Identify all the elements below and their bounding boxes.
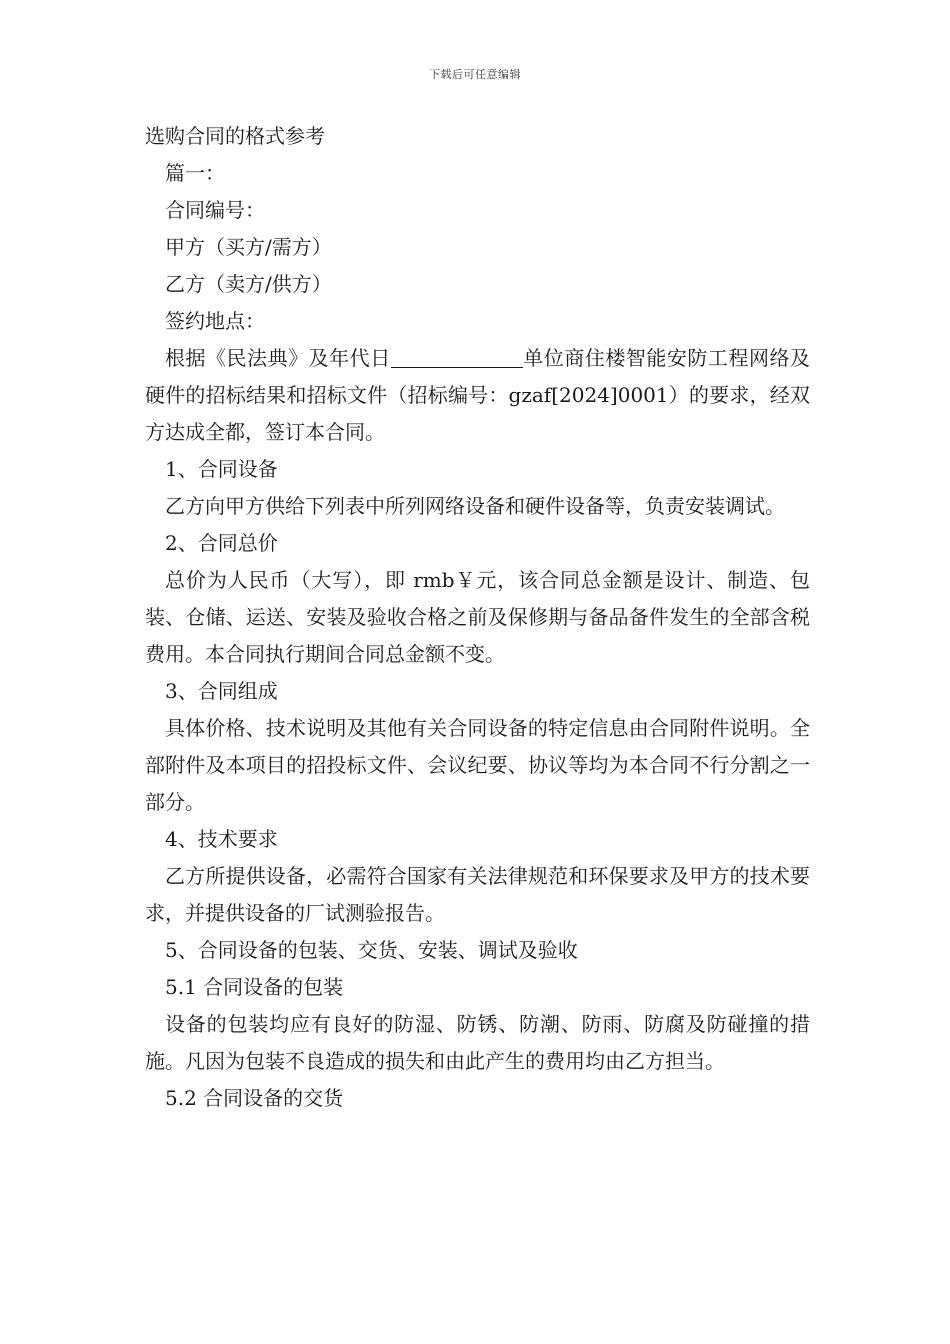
header-note: 下载后可任意编辑 bbox=[429, 68, 521, 81]
sign-place-label: 签约地点： bbox=[165, 309, 265, 333]
section-3-heading: 3、合同组成 bbox=[165, 679, 278, 703]
party-b-label: 乙方（卖方/供方） bbox=[165, 272, 332, 296]
document-title: 选购合同的格式参考 bbox=[145, 124, 325, 148]
section-5-2-heading: 5.2 合同设备的交货 bbox=[165, 1086, 344, 1110]
section-1-heading: 1、合同设备 bbox=[165, 457, 278, 481]
part-label: 篇一： bbox=[165, 161, 225, 185]
section-2-text: 总价为人民币（大写），即 rmb￥元，该合同总金额是设计、制造、包装、仓储、运送、安装及验收合格之前及保修期与备品备件发生的全部含税费用。本合同执行期间合同总金额不变。 bbox=[145, 568, 810, 666]
intro-paragraph bbox=[145, 340, 810, 451]
section-4-text: 乙方所提供设备，必需符合国家有关法律规范和环保要求及甲方的技术要求，并提供设备的厂试测验报告。 bbox=[145, 864, 810, 925]
section-1-text: 乙方向甲方供给下列表中所列网络设备和硬件设备等，负责安装调试。 bbox=[165, 494, 785, 518]
section-5-1-heading: 5.1 合同设备的包装 bbox=[165, 975, 344, 999]
section-5-1-text: 设备的包装均应有良好的防湿、防锈、防潮、防雨、防腐及防碰撞的措施。凡因为包装不良造成的损失和由此产生的费用均由乙方担当。 bbox=[145, 1012, 810, 1073]
section-4-heading: 4、技术要求 bbox=[165, 827, 278, 851]
section-3-text: 具体价格、技术说明及其他有关合同设备的特定信息由合同附件说明。全部附件及本项目的招投标文件、会议纪要、协议等均为本合同不行分割之一部分。 bbox=[145, 716, 810, 814]
section-5-heading: 5、合同设备的包装、交货、安装、调试及验收 bbox=[165, 938, 578, 962]
intro-text-start: 根据《民法典》及年代日 bbox=[165, 346, 391, 370]
section-2-heading: 2、合同总价 bbox=[165, 531, 278, 555]
date-blank bbox=[391, 345, 523, 368]
party-a-label: 甲方（买方/需方） bbox=[165, 235, 332, 259]
contract-number-label: 合同编号： bbox=[165, 198, 265, 222]
document-body bbox=[145, 118, 810, 1117]
intro-text-end: 单位商住楼智能安防工程网络及硬件的招标结果和招标文件（招标编号：gzaf[2024]0001）的要求，经双方达成全都，签订本合同。 bbox=[145, 346, 811, 444]
